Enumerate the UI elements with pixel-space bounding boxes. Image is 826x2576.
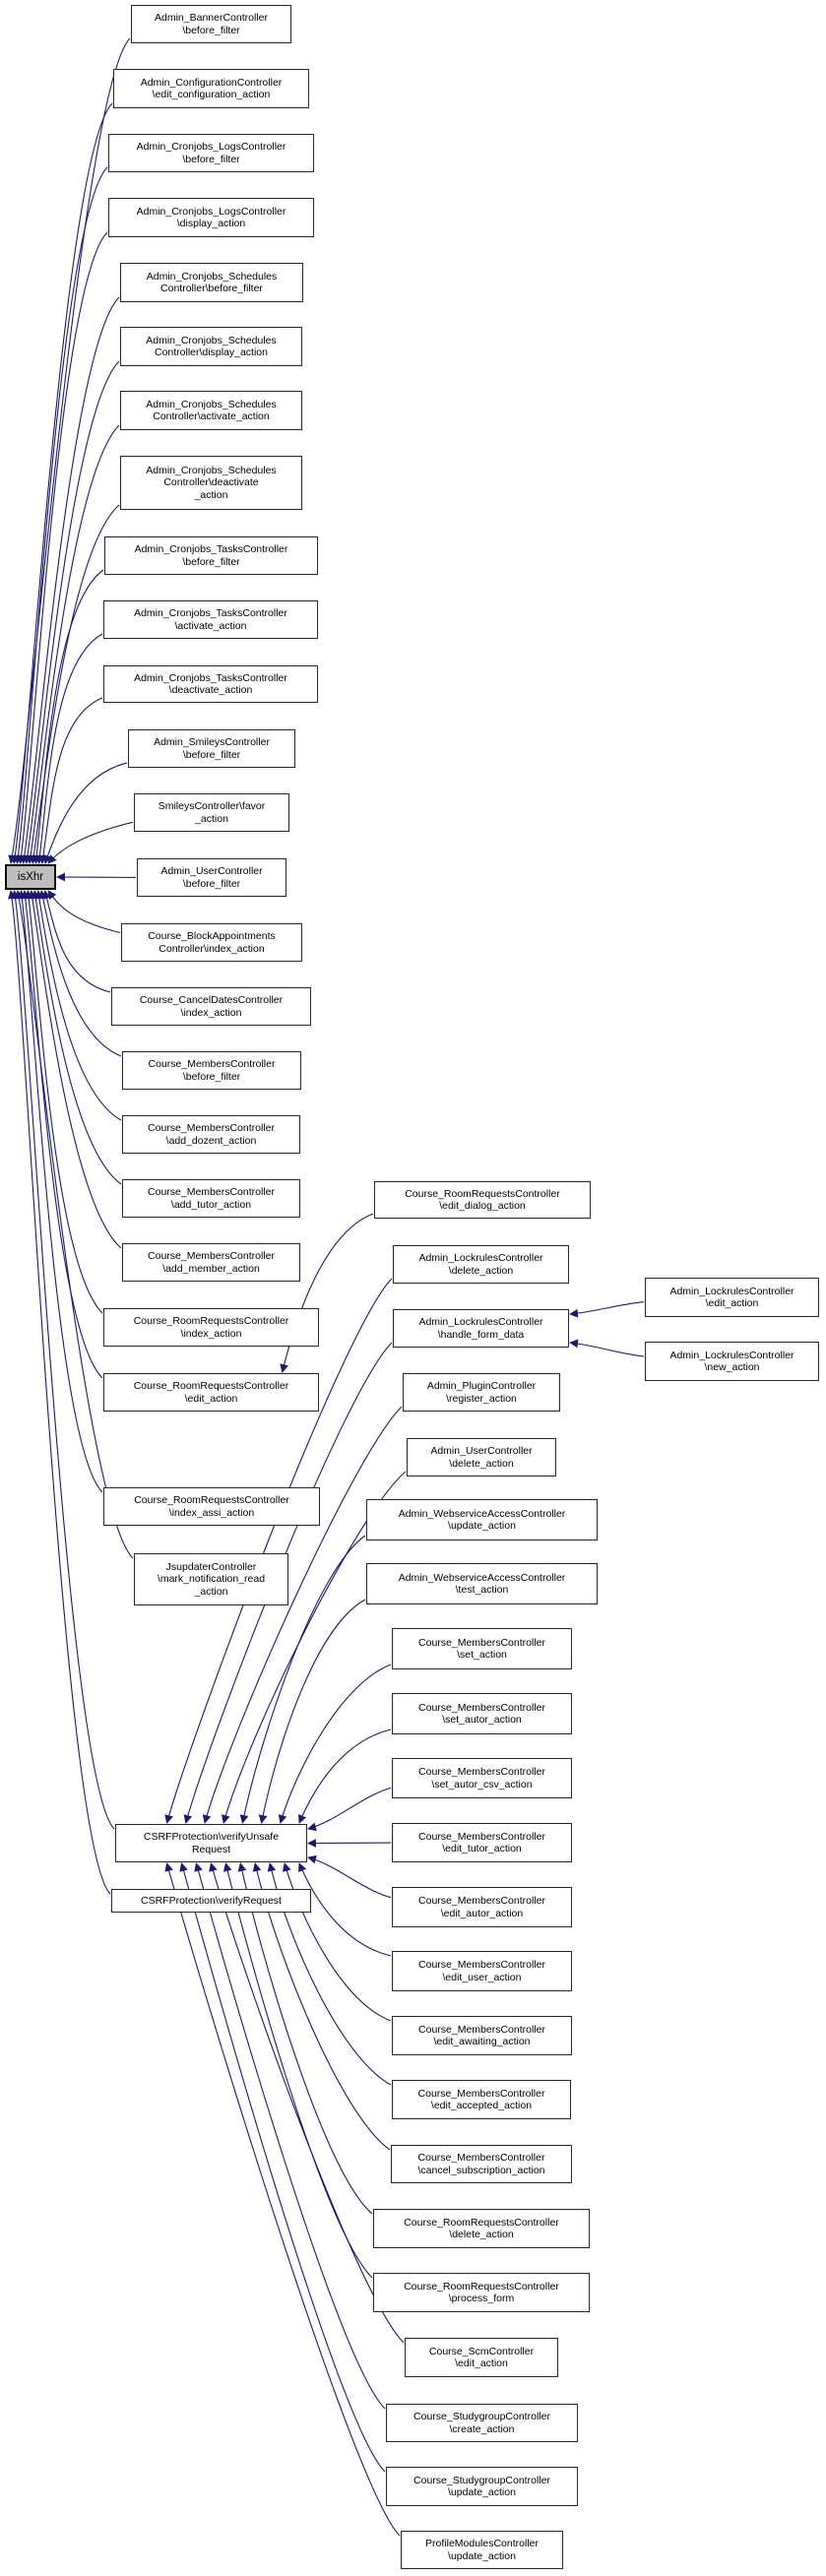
graph-node-members-edit-autor[interactable] [392,1887,572,1927]
graph-node-label-line: SmileysController\favor [158,800,266,812]
graph-node-label-line: Controller\display_action [155,346,268,358]
graph-node-cronjobs-tasks-before[interactable] [104,536,318,575]
graph-node-cronjobs-sched-activate[interactable] [120,391,302,430]
graph-node-studygroup-create[interactable] [386,2404,578,2442]
graph-node-label-line: \cancel_subscription_action [417,2164,545,2176]
graph-node-label-line: \edit_accepted_action [430,2100,533,2111]
graph-node-label-line: Course_RoomRequestsController [405,1187,560,1200]
graph-node-label-line: \index_assi_action [168,1506,255,1519]
graph-node-label-line: Course_StudygroupController [413,2411,550,2422]
graph-node-label-line: JsupdaterController [165,1560,257,1573]
graph-node-label-line: Admin_ConfigurationController [140,76,283,89]
graph-node-profile-modules-update[interactable] [401,2531,563,2569]
graph-node-label-line: Admin_Cronjobs_TasksController [134,543,288,555]
graph-node-cronjobs-tasks-activate[interactable] [103,600,318,639]
graph-node-label-line: Course_MembersController [148,1058,276,1070]
graph-node-label-line: \delete_action [448,1264,514,1277]
graph-node-label-line: \add_dozent_action [165,1134,257,1147]
graph-node-label-line: Admin_BannerController [155,12,268,24]
graph-node-label-line: Course_MembersController [417,2087,545,2100]
graph-node-course-blockapp-index[interactable] [121,923,302,962]
graph-node-label-line: \before_filter [182,555,240,568]
graph-node-label-line: \edit_action [705,1297,759,1309]
graph-node-label-line: Course_RoomRequestsController [133,1315,289,1327]
graph-node-cronjobs-sched-before[interactable] [120,263,303,302]
graph-node-label-line: \create_action [449,2422,515,2435]
graph-node-label-line: Admin_PluginController [426,1380,537,1392]
graph-node-label-line: Admin_Cronjobs_TasksController [134,607,287,619]
graph-node-label-line: Course_MembersController [148,1122,275,1134]
graph-node-csrf-verify-unsafe[interactable] [115,1824,307,1862]
graph-node-course-members-add-dozent[interactable] [122,1115,300,1154]
graph-node-label-line: \edit_configuration_action [152,89,271,100]
graph-node-studygroup-update[interactable] [386,2467,578,2506]
graph-node-label-line: \edit_awaiting_action [433,2036,531,2047]
graph-node-label-line: \before_filter [182,877,241,890]
graph-node-members-set[interactable] [392,1628,572,1669]
graph-node-label-line: Course_RoomRequestsController [404,2216,559,2229]
graph-node-label-line: \update_action [448,2486,516,2498]
graph-node-label-line: Admin_Cronjobs_LogsController [136,141,286,153]
graph-node-label-line: Admin_Cronjobs_Schedules [146,398,277,410]
graph-node-label-line: \new_action [704,1361,760,1373]
graph-node-label-line: Admin_WebserviceAccessController [398,1571,566,1584]
graph-node-label-line: Course_RoomRequestsController [133,1380,289,1392]
graph-node-label-line: \register_action [446,1392,517,1405]
graph-node-label-line: \index_action [180,1006,242,1019]
graph-node-cronjobs-sched-deactivate[interactable] [120,456,302,510]
graph-node-course-roomreq-edit[interactable] [103,1373,319,1412]
graph-node-course-members-add-member[interactable] [122,1243,300,1282]
graph-node-scm-edit[interactable] [405,2338,558,2377]
graph-node-admin-user-delete[interactable] [407,1438,556,1476]
graph-node-webservice-test[interactable] [366,1563,598,1604]
graph-node-roomreq-delete[interactable] [373,2209,590,2248]
graph-node-lockrules-handle-form[interactable] [393,1309,569,1348]
graph-node-label-line: Course_CancelDatesController [139,994,284,1006]
graph-node-admin-config-edit[interactable] [113,69,309,108]
graph-node-label-line: Admin_UserController [160,865,263,877]
graph-node-label-line: \process_form [448,2293,515,2304]
graph-node-admin-user-before[interactable] [137,858,286,897]
graph-node-label-line: \handle_form_data [437,1328,525,1341]
graph-node-isxhr [5,864,56,890]
graph-node-label-line: _action [194,1585,228,1598]
graph-node-smileys-favor[interactable] [134,793,289,832]
graph-node-label-line: Controller\activate_action [153,410,270,422]
graph-node-label-line: ProfileModulesController [425,2538,539,2549]
graph-node-lockrules-new[interactable] [645,1342,819,1381]
graph-node-label-line: Admin_Cronjobs_Schedules [146,464,277,476]
graph-node-label-line: Admin_LockrulesController [669,1349,794,1361]
graph-node-label-line: \delete_action [449,2229,514,2240]
graph-node-label-line: \deactivate_action [168,684,253,696]
graph-node-label-line: \edit_user_action [442,1971,522,1983]
graph-node-label-line: Course_StudygroupController [413,2474,550,2486]
graph-node-label-line: \before_filter [182,153,240,165]
graph-node-label-line: \mark_notification_read [157,1573,266,1586]
graph-node-label-line: _action [195,812,228,825]
graph-node-label-line: Admin_WebserviceAccessController [398,1507,566,1520]
graph-node-label-line: \edit_action [455,2357,508,2369]
graph-node-label-line: Admin_UserController [430,1445,533,1457]
graph-node-label-line: Admin_LockrulesController [418,1316,543,1328]
graph-node-label-line: Course_RoomRequestsController [404,2280,559,2293]
graph-node-label-line: Course_ScmController [428,2345,535,2357]
graph-node-label-line: Course_MembersController [418,1701,545,1714]
graph-node-csrf-verify-request[interactable] [111,1889,311,1913]
graph-node-cronjobs-logs-display[interactable] [108,198,314,237]
graph-node-label-line: \before_filter [182,748,241,761]
graph-node-course-members-before[interactable] [122,1051,301,1090]
graph-node-webservice-update[interactable] [366,1499,598,1540]
graph-node-label-line: _action [194,488,228,501]
graph-node-label-line: CSRFProtection\verifyRequest [141,1894,282,1907]
graph-node-jsupdater-mark-read[interactable] [134,1553,288,1605]
graph-node-label-line: \edit_autor_action [440,1907,524,1919]
graph-node-label-line: \activate_action [174,619,247,632]
graph-node-course-members-add-tutor[interactable] [122,1179,300,1218]
graph-node-admin-banner-before[interactable] [131,5,291,43]
graph-node-label-line: \before_filter [182,1070,241,1083]
graph-node-label-line: Course_MembersController [418,1959,545,1971]
graph-node-label-line: \test_action [455,1584,509,1596]
graph-node-members-edit-user[interactable] [392,1951,572,1991]
graph-node-cronjobs-tasks-deactivate[interactable] [103,665,318,703]
graph-node-course-roomreq-index-assi[interactable] [103,1487,320,1526]
graph-node-label-line: Course_MembersController [418,1830,545,1843]
graph-node-label-line: \set_autor_action [442,1714,522,1726]
graph-node-label-line: Course_MembersController [418,1636,545,1649]
graph-node-label-line: \set_autor_csv_action [431,1778,533,1791]
graph-node-lockrules-edit[interactable] [645,1278,819,1317]
graph-node-label-line: \set_action [457,1649,507,1661]
graph-node-label-line: Admin_Cronjobs_LogsController [136,205,286,218]
graph-node-label-line: \delete_action [449,1457,514,1470]
graph-node-label-line: Controller\deactivate [163,476,259,489]
graph-node-label-line: \before_filter [182,24,240,36]
graph-node-label-line: Admin_LockrulesController [418,1252,543,1264]
graph-node-label-line: \add_member_action [162,1262,260,1275]
graph-node-label-line: Admin_LockrulesController [669,1285,794,1297]
graph-node-members-cancel-sub[interactable] [391,2145,572,2183]
graph-node-roomreq-process-form[interactable] [373,2273,590,2312]
graph-node-plugin-register[interactable] [403,1373,560,1412]
graph-node-label-line: Course_MembersController [148,1250,275,1262]
graph-node-cronjobs-sched-display[interactable] [120,327,302,366]
graph-node-label-line: isXhr [17,870,44,883]
graph-node-members-edit-accepted[interactable] [392,2080,571,2119]
graph-node-label-line: \display_action [176,218,246,229]
graph-node-label-line: Course_MembersController [417,2152,545,2164]
graph-node-label-line: Admin_Cronjobs_TasksController [134,671,287,684]
graph-node-members-set-autor-csv[interactable] [392,1758,572,1798]
graph-node-label-line: Admin_Cronjobs_Schedules [146,334,277,346]
graph-node-label-line: \index_action [180,1327,242,1340]
graph-node-label-line: CSRFProtection\verifyUnsafe [143,1831,280,1843]
graph-node-label-line: \edit_tutor_action [442,1843,522,1854]
graph-node-course-roomreq-index[interactable] [103,1308,319,1347]
graph-node-label-line: Course_MembersController [148,1186,275,1198]
graph-node-label-line: \add_tutor_action [170,1198,252,1211]
graph-node-label-line: Course_BlockAppointments [148,930,276,942]
graph-node-lockrules-delete[interactable] [393,1245,569,1284]
graph-node-roomreq-edit-dialog[interactable] [374,1181,591,1219]
graph-node-cronjobs-logs-before[interactable] [108,134,314,172]
graph-node-members-set-autor[interactable] [392,1693,572,1734]
graph-node-label-line: Course_MembersController [418,1895,545,1907]
graph-node-label-line: \edit_action [184,1392,238,1405]
graph-node-members-edit-tutor[interactable] [392,1823,572,1862]
graph-node-label-line: Admin_Cronjobs_Schedules [146,270,278,283]
graph-node-label-line: \update_action [448,2549,516,2562]
graph-node-label-line: \update_action [448,1520,516,1532]
graph-node-course-canceldates-index[interactable] [111,987,311,1026]
graph-node-label-line: Controller\index_action [159,942,265,955]
graph-node-admin-smileys-before[interactable] [128,729,295,768]
graph-node-label-line: Request [191,1843,231,1855]
graph-node-members-edit-awaiting[interactable] [392,2016,572,2055]
graph-node-label-line: Course_RoomRequestsController [134,1494,289,1506]
graph-node-label-line: Admin_SmileysController [154,736,270,748]
graph-node-label-line: Controller\before_filter [160,283,263,294]
graph-node-label-line: Course_MembersController [418,1766,545,1778]
graph-node-label-line: \edit_dialog_action [439,1200,526,1212]
graph-node-label-line: Course_MembersController [418,2023,545,2036]
